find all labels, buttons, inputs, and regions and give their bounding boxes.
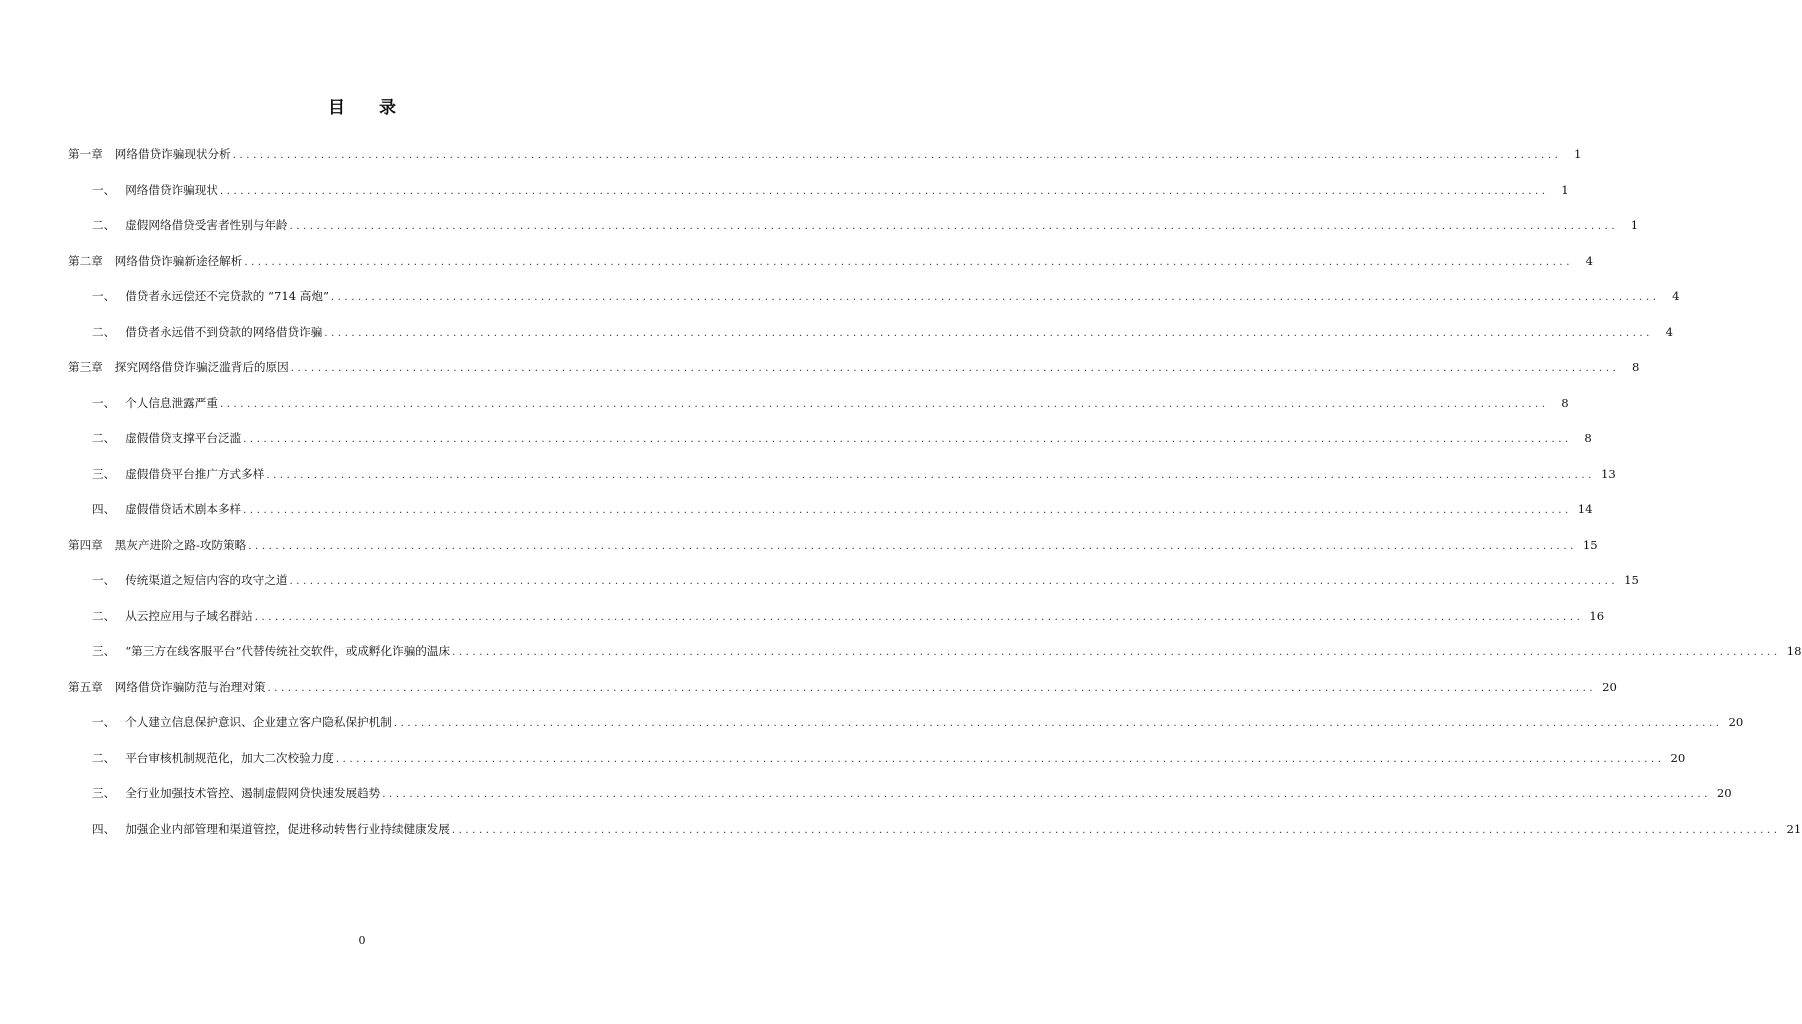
- toc-section-entry[interactable]: [68, 211, 1639, 247]
- toc-dot-leader: [331, 284, 1660, 312]
- toc-entry-page: 4: [1665, 324, 1673, 339]
- toc-dot-leader: [382, 781, 1711, 809]
- toc-entry-title: 从云控应用与子域名群站: [125, 608, 253, 623]
- toc-section-entry[interactable]: [68, 495, 1593, 531]
- toc-dot-leader: [268, 675, 1597, 703]
- toc-chapter-entry[interactable]: [68, 531, 1598, 567]
- toc-entry-page: 1: [1561, 182, 1569, 197]
- toc-entry-title: 虚假网络借贷受害者性别与年龄: [125, 218, 288, 232]
- toc-entry-number: 二、: [92, 750, 116, 765]
- toc-section-entry[interactable]: [68, 282, 1680, 318]
- toc-chapter-entry[interactable]: [68, 353, 1640, 389]
- toc-entry-title: 虚假借贷支撑平台泛滥: [125, 431, 242, 445]
- toc-entry-number: 第五章: [68, 679, 103, 694]
- toc-dot-leader: [255, 604, 1584, 632]
- toc-dot-leader: [290, 213, 1619, 241]
- toc-entry-page: 20: [1670, 750, 1686, 765]
- toc-dot-leader: [243, 497, 1572, 525]
- toc-entry-number: 第四章: [68, 537, 103, 552]
- toc-entry-number: 一、: [92, 395, 116, 410]
- toc-section-entry[interactable]: [68, 708, 1744, 744]
- toc-entry-number: 第一章: [68, 147, 103, 161]
- toc-entry-page: 8: [1584, 431, 1592, 445]
- toc-entry-number: 一、: [92, 289, 116, 303]
- toc-section-entry[interactable]: [68, 389, 1569, 425]
- toc-entry-title: 全行业加强技术管控、遏制虚假网贷快速发展趋势: [125, 786, 381, 800]
- toc-entry-page: 1: [1574, 147, 1582, 161]
- toc-title: 目 录: [328, 98, 410, 118]
- toc-dot-leader: [243, 426, 1572, 454]
- toc-entry-number: 三、: [92, 644, 116, 658]
- toc-entry-number: 一、: [92, 715, 116, 729]
- toc-section-entry[interactable]: [68, 779, 1732, 815]
- toc-dot-leader: [324, 320, 1653, 348]
- toc-entry-number: 二、: [92, 431, 116, 445]
- toc-entry-title: 虚假借贷话术剧本多样: [125, 502, 242, 516]
- toc-entry-title: 传统渠道之短信内容的攻守之道: [125, 573, 288, 587]
- toc-entry-page: 8: [1561, 395, 1569, 410]
- toc-chapter-entry[interactable]: [68, 140, 1582, 176]
- toc-entry-page: 4: [1585, 253, 1593, 268]
- toc-entry-title: 平台审核机制规范化，加大二次校验力度: [125, 750, 334, 765]
- toc-chapter-entry[interactable]: [68, 247, 1593, 283]
- toc-section-entry[interactable]: [68, 566, 1639, 602]
- toc-section-entry[interactable]: [68, 602, 1605, 638]
- toc-entry-title: 个人建立信息保护意识、企业建立客户隐私保护机制: [125, 715, 392, 729]
- toc-dot-leader: [452, 639, 1781, 667]
- toc-dot-leader: [244, 249, 1573, 277]
- toc-entry-number: 第三章: [68, 360, 103, 374]
- toc-dot-leader: [248, 533, 1577, 561]
- toc-entry-title: 网络借贷诈骗现状分析: [114, 147, 231, 161]
- toc-entry-title: 网络借贷诈骗新途径解析: [114, 253, 243, 268]
- toc-entry-page: 4: [1672, 289, 1680, 303]
- table-of-contents: [68, 140, 1802, 850]
- toc-entry-page: 13: [1600, 466, 1616, 481]
- toc-chapter-entry[interactable]: [68, 673, 1617, 709]
- toc-entry-title: 虚假借贷平台推广方式多样: [125, 466, 265, 481]
- toc-entry-number: 二、: [92, 608, 116, 623]
- toc-entry-page: 8: [1631, 360, 1640, 374]
- toc-dot-leader: [290, 568, 1619, 596]
- toc-dot-leader: [266, 462, 1595, 490]
- toc-dot-leader: [394, 710, 1723, 738]
- toc-entry-title: “第三方在线客服平台”代替传统社交软件，或成孵化诈骗的温床: [125, 644, 451, 658]
- toc-entry-number: 二、: [92, 218, 116, 232]
- toc-entry-number: 三、: [92, 786, 116, 800]
- toc-dot-leader: [291, 355, 1620, 383]
- toc-entry-number: 一、: [92, 573, 116, 587]
- toc-section-entry[interactable]: [68, 744, 1686, 780]
- toc-dot-leader: [220, 391, 1549, 419]
- toc-dot-leader: [452, 817, 1781, 845]
- toc-entry-title: 借贷者永远偿还不完贷款的 “714 高炮”: [125, 289, 329, 303]
- toc-entry-page: 20: [1716, 786, 1732, 800]
- toc-section-entry[interactable]: [68, 424, 1592, 460]
- toc-entry-page: 1: [1630, 218, 1639, 232]
- toc-entry-number: 二、: [92, 324, 116, 339]
- toc-entry-number: 四、: [92, 821, 116, 836]
- toc-entry-page: 18: [1786, 644, 1802, 658]
- toc-entry-number: 三、: [92, 466, 116, 481]
- toc-entry-page: 14: [1577, 502, 1593, 516]
- toc-entry-page: 16: [1589, 608, 1605, 623]
- toc-entry-page: 21: [1786, 821, 1802, 836]
- toc-entry-title: 黑灰产进阶之路-攻防策略: [114, 537, 247, 552]
- toc-entry-title: 探究网络借贷诈骗泛滥背后的原因: [114, 360, 289, 374]
- toc-entry-page: 15: [1582, 537, 1598, 552]
- toc-dot-leader: [220, 178, 1549, 206]
- toc-entry-number: 四、: [92, 502, 116, 516]
- toc-entry-page: 20: [1602, 679, 1617, 694]
- toc-dot-leader: [336, 746, 1665, 774]
- toc-section-entry[interactable]: [68, 815, 1802, 851]
- toc-entry-title: 网络借贷诈骗现状: [125, 182, 218, 197]
- toc-section-entry[interactable]: [68, 176, 1569, 212]
- toc-section-entry[interactable]: [68, 318, 1673, 354]
- toc-section-entry[interactable]: [68, 637, 1802, 673]
- toc-entry-title: 个人信息泄露严重: [125, 395, 218, 410]
- toc-entry-title: 网络借贷诈骗防范与治理对策: [114, 679, 266, 694]
- toc-entry-number: 一、: [92, 182, 116, 197]
- toc-entry-page: 20: [1728, 715, 1744, 729]
- toc-entry-number: 第二章: [68, 253, 103, 268]
- toc-section-entry[interactable]: [68, 460, 1616, 496]
- page-number: 0: [358, 934, 366, 947]
- toc-entry-title: 借贷者永远借不到贷款的网络借贷诈骗: [125, 324, 323, 339]
- toc-entry-page: 15: [1624, 573, 1639, 587]
- toc-dot-leader: [233, 142, 1562, 170]
- toc-entry-title: 加强企业内部管理和渠道管控，促进移动转售行业持续健康发展: [125, 821, 450, 836]
